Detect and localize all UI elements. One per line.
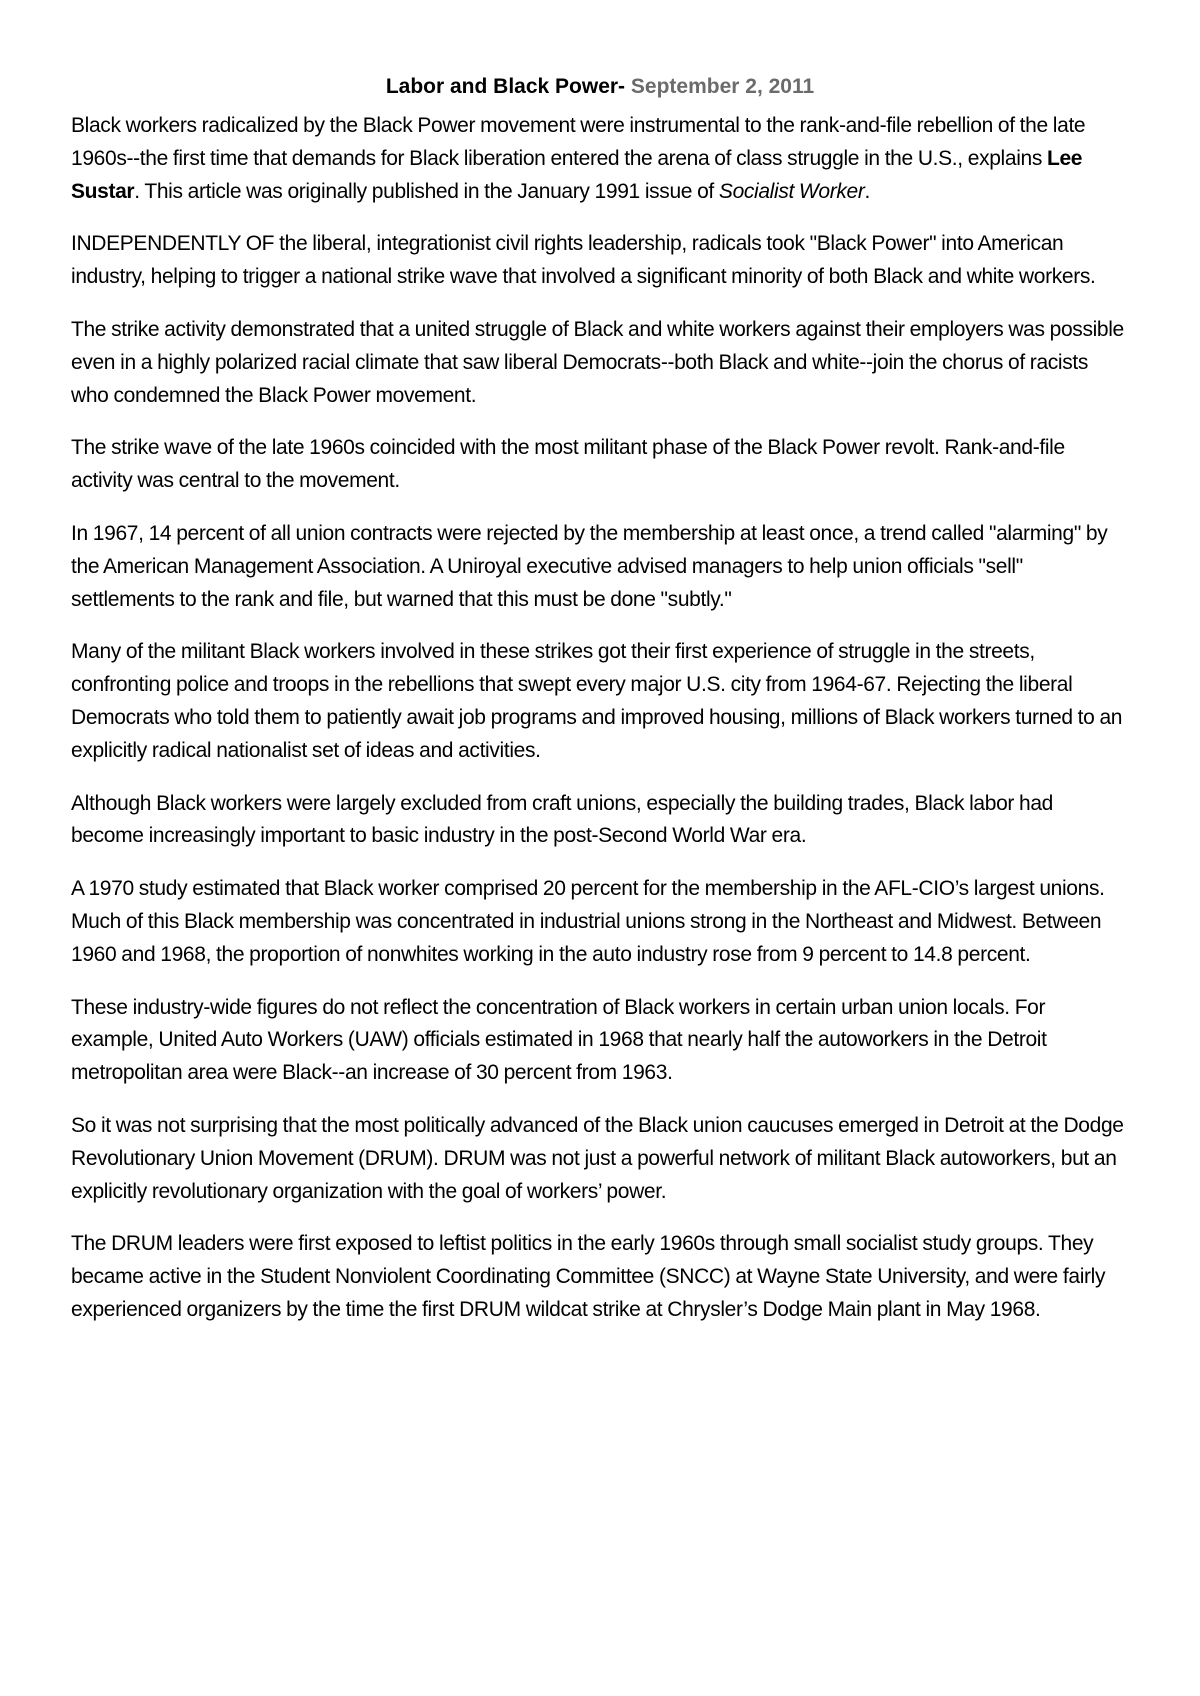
- body-paragraph-7: A 1970 study estimated that Black worker comprised 20 percent for the membership in the AFL-CIO’s largest unions. Much of this Black membership was concentrated in industrial unions strong in the Northeast and Midwest. Between 1960 and 1968, the proportion of nonwhites working in the auto industry rose from 9 percent to 14.8 percent.: [71, 877, 1105, 966]
- body-paragraph-8: These industry-wide figures do not reflect the concentration of Black workers in certain urban union locals. For example, United Auto Workers (UAW) officials estimated in 1968 that nearly half the autoworkers in the Detroit metropolitan area were Black--an increase of 30 percent from 1963.: [71, 995, 1047, 1085]
- intro-text-3: .: [864, 179, 871, 203]
- intro-paragraph: [71, 110, 1129, 208]
- body-paragraph-4: In 1967, 14 percent of all union contracts were rejected by the membership at least once, a trend called "alarming" by the American Management Association. A Uniroyal executive advised managers to help union officials "sell" settlements to the rank and file, but warned that this must be done "subtly.": [71, 521, 1108, 611]
- intro-text-2: . This article was originally published in the January 1991 issue of: [134, 179, 719, 203]
- document-page: [71, 72, 1129, 1347]
- body-paragraph-1: INDEPENDENTLY OF the liberal, integrationist civil rights leadership, radicals took "Black Power" into American industry, helping to trigger a national strike wave that involved a significant minority of both Black and white workers.: [71, 232, 1096, 289]
- title-date: September 2, 2011: [630, 75, 815, 98]
- body-paragraph-3: The strike wave of the late 1960s coincided with the most militant phase of the Black Power revolt. Rank-and-file activity was central to the movement.: [71, 436, 1065, 493]
- body-paragraph-2: The strike activity demonstrated that a united struggle of Black and white workers against their employers was possible even in a highly polarized racial climate that saw liberal Democrats--both Black and white--join the chorus of racists who condemned the Black Power movement.: [71, 317, 1124, 407]
- body-paragraph-5: Many of the militant Black workers involved in these strikes got their first experience of struggle in the streets, confronting police and troops in the rebellions that swept every major U.S. city from 1964-67. Rejecting the liberal Democrats who told them to patiently await job programs and improved housing, millions of Black workers turned to an explicitly radical nationalist set of ideas and activities.: [71, 640, 1123, 762]
- author-name: Lee Sustar: [71, 146, 1083, 203]
- document-title: [71, 72, 1129, 102]
- publication-name: Socialist Worker: [718, 179, 865, 203]
- body-paragraph-9: So it was not surprising that the most politically advanced of the Black union caucuses emerged in Detroit at the Dodge Revolutionary Union Movement (DRUM). DRUM was not just a powerful network of militant Black autoworkers, but an explicitly revolutionary organization with the goal of workers’ power.: [71, 1113, 1124, 1203]
- intro-text-1: Black workers radicalized by the Black Power movement were instrumental to the rank-and-file rebellion of the late 1960s--the first time that demands for Black liberation entered the arena of class struggle in the U.S., explains: [71, 114, 1086, 170]
- body-paragraph-6: Although Black workers were largely excluded from craft unions, especially the building trades, Black labor had become increasingly important to basic industry in the post-Second World War era.: [71, 791, 1054, 848]
- title-text: Labor and Black Power-: [385, 75, 626, 98]
- body-paragraph-10: The DRUM leaders were first exposed to leftist politics in the early 1960s through small socialist study groups. They became active in the Student Nonviolent Coordinating Committee (SNCC) at Wayne State University, and were fairly experienced organizers by the time the first DRUM wildcat strike at Chrysler’s Dodge Main plant in May 1968.: [71, 1232, 1106, 1321]
